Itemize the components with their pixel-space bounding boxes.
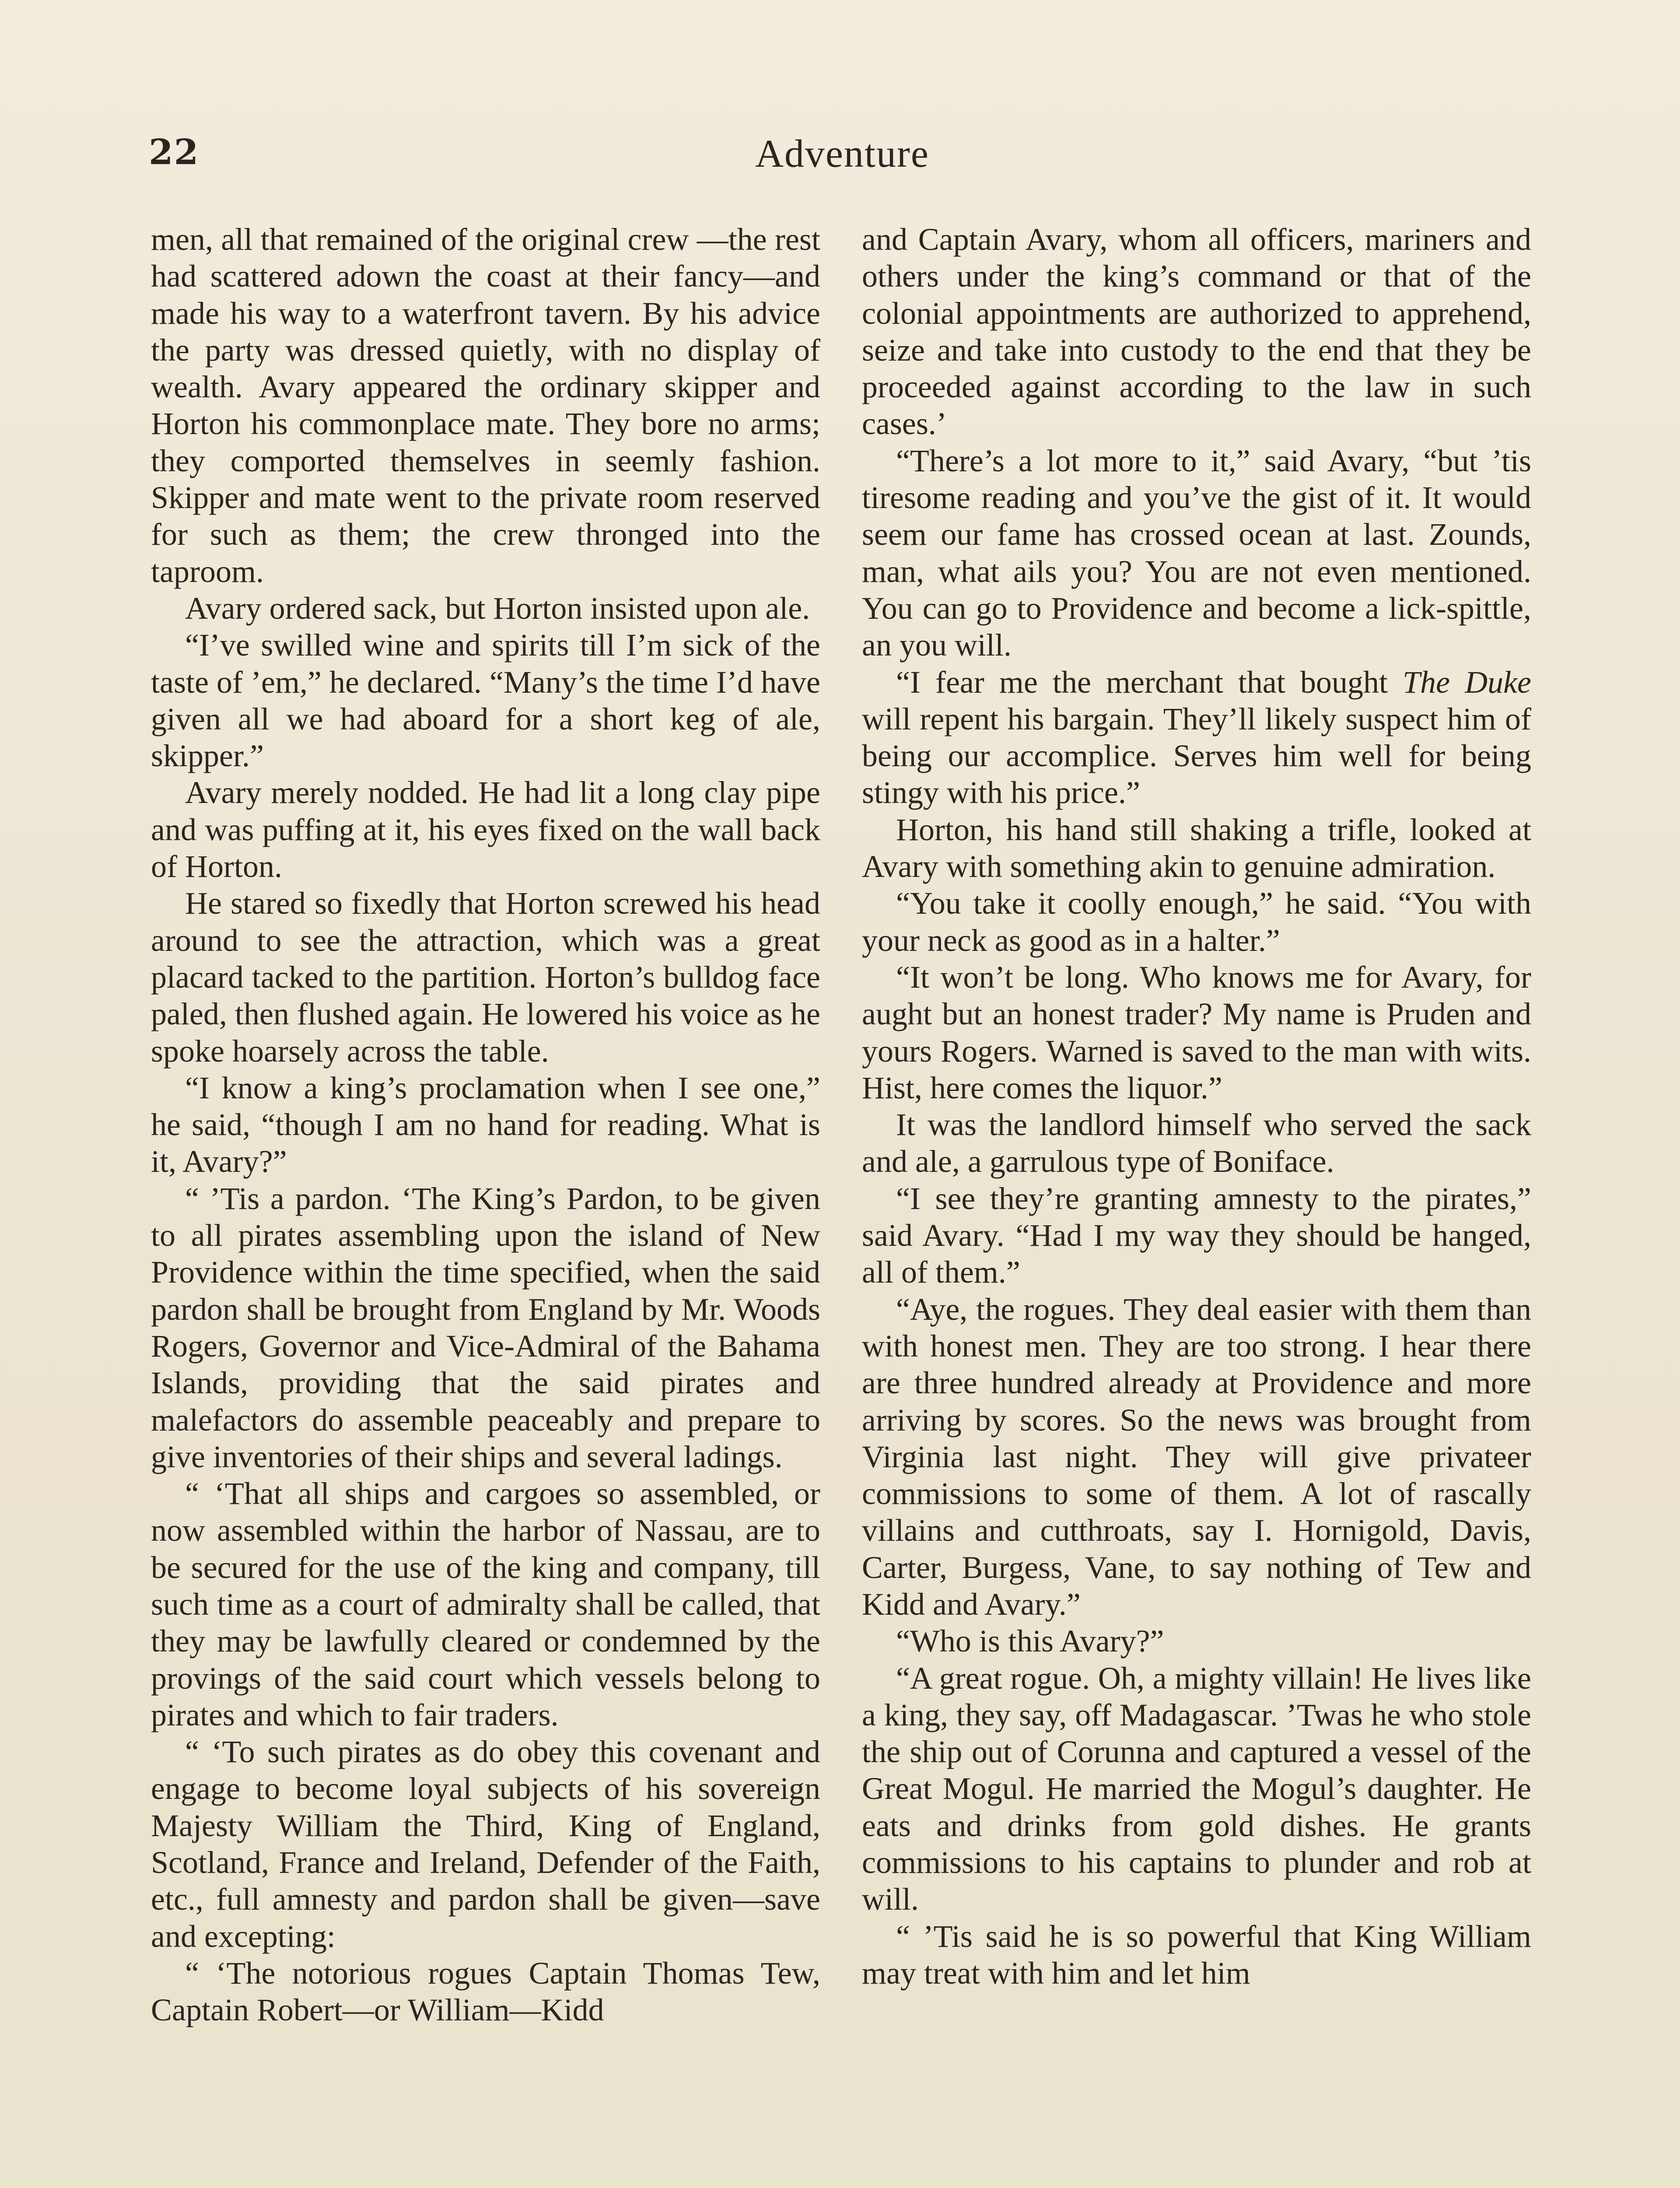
paragraph: “ ‘That all ships and cargoes so assembled, or now assembled within the harbor of Nassau, are to be secured for the use of the king and company, till such time as a court of admiralty shall be called, that they may be lawfully cleared or condemned by the provings of the said court which vessels belong to pirates and which to fair traders. bbox=[151, 1476, 820, 1732]
paragraph: “I’ve swilled wine and spirits till I’m sick of the taste of ’em,” he declared. “Many’s the time I’d have given all we had aboard for a short keg of ale, skipper.” bbox=[151, 628, 820, 774]
paragraph: “I know a king’s proclamation when I see one,” he said, “though I am no hand for reading. What is it, Avary?” bbox=[151, 1070, 820, 1179]
paragraph: Avary ordered sack, but Horton insisted upon ale. bbox=[185, 590, 810, 626]
paragraph: “ ’Tis said he is so powerful that King William may treat with him and let him bbox=[862, 1918, 1531, 1991]
paragraph: “ ‘The notorious rogues Captain Thomas Tew, Captain Robert—or William—Kidd bbox=[151, 1955, 820, 2028]
paragraph bbox=[862, 664, 1531, 811]
paragraph: He stared so fixedly that Horton screwed his head around to see the attraction, which was a great placard tacked to the partition. Horton’s bulldog face paled, then flushed again. He lowered his voice as he spoke hoarsely across the table. bbox=[151, 886, 820, 1069]
paragraph: men, all that remained of the original crew —the rest had scattered adown the coast at their fancy—and made his way to a waterfront tavern. By his advice the party was dressed quietly, with no display of wealth. Avary appeared the ordinary skipper and Horton his commonplace mate. They bore no arms; they comported themselves in seemly fashion. Skipper and mate went to the private room reserved for such as them; the crew thronged into the taproom. bbox=[151, 222, 820, 589]
right-column bbox=[862, 221, 1531, 2188]
paragraph: “A great rogue. Oh, a mighty villain! He lives like a king, they say, off Madagascar. ’Twas he who stole the ship out of Corunna and captured a vessel of the Great Mogul. He married the Mogul’s daughter. He eats and drinks from gold dishes. He grants commissions to his captains to plunder and rob at will. bbox=[862, 1660, 1531, 1917]
paragraph: “ ‘To such pirates as do obey this covenant and engage to become loyal subjects of his sovereign Majesty William the Third, King of England, Scotland, France and Ireland, Defender of the Faith, etc., full amnesty and pardon shall be given—save and excepting: bbox=[151, 1734, 820, 1954]
paragraph: and Captain Avary, whom all officers, mariners and others under the king’s command or that of the colonial appointments are authorized to apprehend, seize and take into custody to the end that they be proceeded against according to the law in such cases.’ bbox=[862, 222, 1531, 442]
paragraph: “Who is this Avary?” bbox=[896, 1623, 1164, 1659]
left-column bbox=[151, 221, 820, 2188]
paragraph: “It won’t be long. Who knows me for Avary, for aught but an honest trader? My name is Pruden and yours Rogers. Warned is saved to the man with wits. Hist, here comes the liquor.” bbox=[862, 959, 1531, 1105]
page-header bbox=[149, 131, 1536, 184]
paragraph: “There’s a lot more to it,” said Avary, “but ’tis tiresome reading and you’ve the gist of it. It would seem our fame has crossed ocean at last. Zounds, man, what ails you? You are not even mentioned. You can go to Providence and become a lick-spittle, an you will. bbox=[862, 443, 1531, 663]
page-number: 22 bbox=[149, 131, 200, 172]
paragraph-text: “I fear me the merchant that bought bbox=[896, 664, 1388, 700]
paragraph-text: will repent his bargain. They’ll likely suspect him of being our accomplice. Serves him well for being stingy with his price.” bbox=[862, 701, 1531, 810]
paragraph: Horton, his hand still shaking a trifle, looked at Avary with something akin to genuine admiration. bbox=[862, 812, 1531, 884]
paragraph: Avary merely nodded. He had lit a long clay pipe and was puffing at it, his eyes fixed on the wall back of Horton. bbox=[151, 775, 820, 884]
paragraph: “I see they’re granting amnesty to the pirates,” said Avary. “Had I my way they should be hanged, all of them.” bbox=[862, 1181, 1531, 1290]
paragraph: “Aye, the rogues. They deal easier with them than with honest men. They are too strong. I hear there are three hundred already at Providence and more arriving by scores. So the news was brought from Virginia last night. They will give privateer commissions to some of them. A lot of rascally villains and cutthroats, say I. Hornigold, Davis, Carter, Burgess, Vane, to say nothing of Tew and Kidd and Avary.” bbox=[862, 1291, 1531, 1622]
paragraph: “ ’Tis a pardon. ‘The King’s Pardon, to be given to all pirates assembling upon the island of New Providence within the time specified, when the said pardon shall be brought from England by Mr. Woods Rogers, Governor and Vice-Admiral of the Bahama Islands, providing that the said pirates and malefactors do assemble peaceably and prepare to give inventories of their ships and several ladings. bbox=[151, 1181, 820, 1474]
ship-name: The Duke bbox=[1403, 664, 1531, 700]
paragraph: It was the landlord himself who served the sack and ale, a garrulous type of Boniface. bbox=[862, 1107, 1531, 1179]
paragraph: “You take it coolly enough,” he said. “You with your neck as good as in a halter.” bbox=[862, 886, 1531, 958]
running-title: Adventure bbox=[755, 132, 929, 175]
